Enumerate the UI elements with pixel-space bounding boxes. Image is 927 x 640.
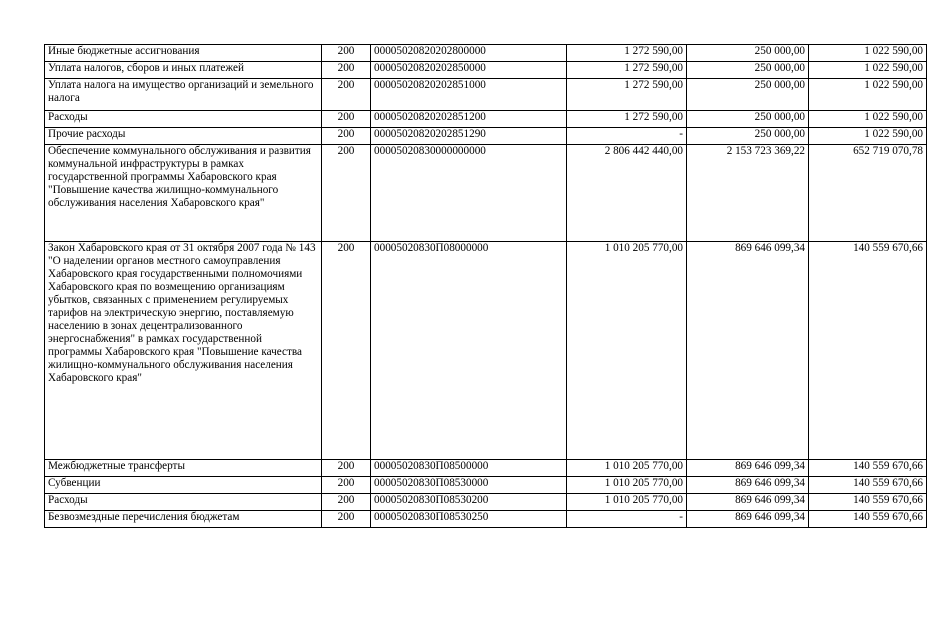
- row-name-cell: Межбюджетные трансферты: [45, 460, 322, 477]
- row-code-cell: 200: [322, 45, 371, 62]
- table-row: [45, 511, 927, 528]
- row-name-cell: Прочие расходы: [45, 128, 322, 145]
- table-row: [45, 494, 927, 511]
- row-unexecuted-cell: 140 559 670,66: [809, 242, 927, 460]
- row-name-cell: Уплата налога на имущество организаций и земельного налога: [45, 79, 322, 111]
- table-row: [45, 242, 927, 460]
- table-row: [45, 477, 927, 494]
- row-code-cell: 200: [322, 242, 371, 460]
- row-name-cell: Обеспечение коммунального обслуживания и развития коммунальной инфраструктуры в рамках государственной программы Хабаровского края "Повышение качества жилищно-коммунального обслуживания населения Хабаровского края": [45, 145, 322, 242]
- row-kbk-cell: 00005020820202851290: [371, 128, 567, 145]
- row-approved-cell: 1 272 590,00: [567, 111, 687, 128]
- row-kbk-cell: 00005020820202851000: [371, 79, 567, 111]
- row-kbk-cell: 00005020820202800000: [371, 45, 567, 62]
- table-row: [45, 45, 927, 62]
- row-unexecuted-cell: 1 022 590,00: [809, 79, 927, 111]
- row-executed-cell: 869 646 099,34: [687, 477, 809, 494]
- row-approved-cell: 1 272 590,00: [567, 79, 687, 111]
- table-row: [45, 79, 927, 111]
- row-name-cell: Расходы: [45, 494, 322, 511]
- row-executed-cell: 250 000,00: [687, 45, 809, 62]
- row-unexecuted-cell: 1 022 590,00: [809, 45, 927, 62]
- budget-execution-table: [44, 44, 927, 528]
- table-row: [45, 145, 927, 242]
- table-row: [45, 111, 927, 128]
- row-kbk-cell: 00005020830П08530250: [371, 511, 567, 528]
- row-code-cell: 200: [322, 79, 371, 111]
- row-code-cell: 200: [322, 111, 371, 128]
- row-executed-cell: 250 000,00: [687, 128, 809, 145]
- row-kbk-cell: 00005020830П08530200: [371, 494, 567, 511]
- row-kbk-cell: 00005020830П08500000: [371, 460, 567, 477]
- row-code-cell: 200: [322, 511, 371, 528]
- row-kbk-cell: 00005020830000000000: [371, 145, 567, 242]
- row-code-cell: 200: [322, 145, 371, 242]
- row-name-cell: Субвенции: [45, 477, 322, 494]
- row-code-cell: 200: [322, 62, 371, 79]
- row-executed-cell: 250 000,00: [687, 79, 809, 111]
- table-row: [45, 460, 927, 477]
- row-executed-cell: 250 000,00: [687, 111, 809, 128]
- row-approved-cell: 1 272 590,00: [567, 45, 687, 62]
- row-executed-cell: 2 153 723 369,22: [687, 145, 809, 242]
- row-approved-cell: 2 806 442 440,00: [567, 145, 687, 242]
- row-unexecuted-cell: 140 559 670,66: [809, 511, 927, 528]
- row-approved-cell: 1 010 205 770,00: [567, 460, 687, 477]
- table-row: [45, 128, 927, 145]
- row-unexecuted-cell: 140 559 670,66: [809, 494, 927, 511]
- row-executed-cell: 869 646 099,34: [687, 460, 809, 477]
- row-name-cell: Уплата налогов, сборов и иных платежей: [45, 62, 322, 79]
- row-approved-cell: 1 010 205 770,00: [567, 477, 687, 494]
- row-kbk-cell: 00005020830П08530000: [371, 477, 567, 494]
- row-unexecuted-cell: 1 022 590,00: [809, 62, 927, 79]
- row-name-cell: Расходы: [45, 111, 322, 128]
- row-code-cell: 200: [322, 477, 371, 494]
- row-approved-cell: 1 010 205 770,00: [567, 494, 687, 511]
- row-approved-cell: 1 010 205 770,00: [567, 242, 687, 460]
- row-kbk-cell: 00005020820202851200: [371, 111, 567, 128]
- row-code-cell: 200: [322, 128, 371, 145]
- row-approved-cell: -: [567, 128, 687, 145]
- row-executed-cell: 869 646 099,34: [687, 511, 809, 528]
- row-name-cell: Закон Хабаровского края от 31 октября 2007 года № 143 "О наделении органов местного самоуправления Хабаровского края государственными полномочиями Хабаровского края по возмещению организациям убытков, связанных с применением регулируемых тарифов на электрическую энергию, поставляемую населению в зонах децентрализованного энергоснабжения" в рамках государственной программы Хабаровского края "Повышение качества жилищно-коммунального обслуживания населения Хабаровского края": [45, 242, 322, 460]
- row-name-cell: Иные бюджетные ассигнования: [45, 45, 322, 62]
- row-executed-cell: 869 646 099,34: [687, 242, 809, 460]
- row-kbk-cell: 00005020830П08000000: [371, 242, 567, 460]
- table-body: [45, 45, 927, 528]
- row-code-cell: 200: [322, 494, 371, 511]
- row-executed-cell: 869 646 099,34: [687, 494, 809, 511]
- row-unexecuted-cell: 1 022 590,00: [809, 111, 927, 128]
- row-unexecuted-cell: 140 559 670,66: [809, 477, 927, 494]
- row-approved-cell: 1 272 590,00: [567, 62, 687, 79]
- row-unexecuted-cell: 140 559 670,66: [809, 460, 927, 477]
- row-approved-cell: -: [567, 511, 687, 528]
- table-row: [45, 62, 927, 79]
- row-unexecuted-cell: 652 719 070,78: [809, 145, 927, 242]
- row-kbk-cell: 00005020820202850000: [371, 62, 567, 79]
- row-unexecuted-cell: 1 022 590,00: [809, 128, 927, 145]
- row-name-cell: Безвозмездные перечисления бюджетам: [45, 511, 322, 528]
- row-code-cell: 200: [322, 460, 371, 477]
- row-executed-cell: 250 000,00: [687, 62, 809, 79]
